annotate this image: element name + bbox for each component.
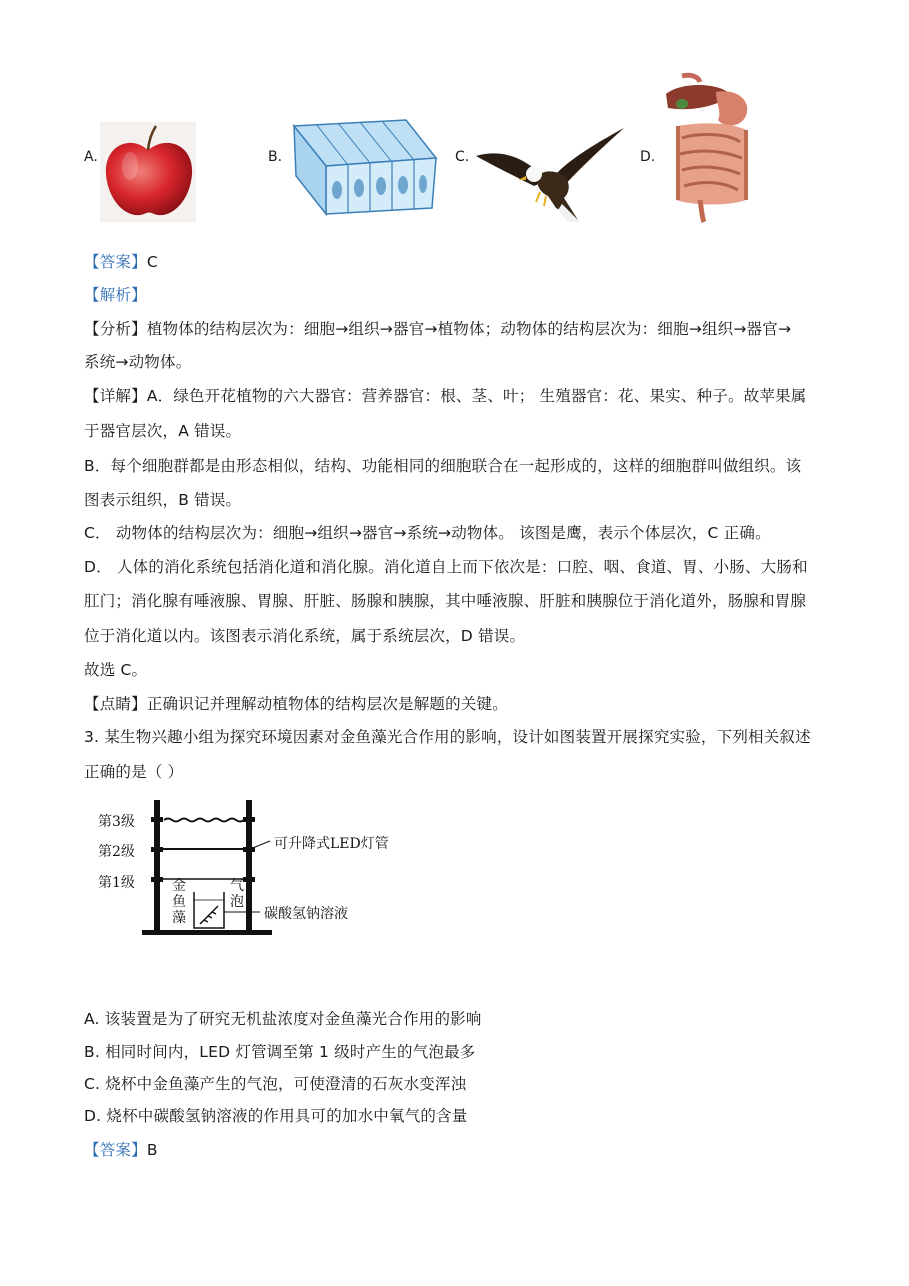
- answer-value: C: [146, 253, 158, 271]
- q3-option-c: C. 烧杯中金鱼藻产生的气泡，可使澄清的石灰水变浑浊: [84, 1075, 467, 1093]
- q3-answer-value: B: [146, 1141, 158, 1159]
- led-label: 可升降式LED灯管: [274, 836, 389, 852]
- xiangjie-line-d3: 位于消化道以内。该图表示消化系统，属于系统层次，D 错误。: [84, 627, 526, 645]
- q2-answer-line: [84, 251, 158, 273]
- analysis-label: 【解析】: [84, 286, 147, 304]
- fenxi-line-2: 系统→动物体。: [84, 353, 192, 371]
- q3-option-b: B. 相同时间内，LED 灯管调至第 1 级时产生的气泡最多: [84, 1043, 476, 1061]
- q3-stem-line-2: 正确的是（ ）: [84, 763, 184, 781]
- bubble-label-2: 泡: [230, 894, 244, 910]
- dianjing-text: 正确识记并理解动植物体的结构层次是解题的关键。: [146, 695, 508, 713]
- q2-analysis-heading: [84, 284, 147, 306]
- option-b-letter: B.: [268, 149, 283, 165]
- option-a-letter: A.: [84, 149, 98, 165]
- option-c-letter: C.: [455, 149, 470, 165]
- plant-label-2: 鱼: [172, 894, 186, 910]
- q3-stem-line-1: 3. 某生物兴趣小组为探究环境因素对金鱼藻光合作用的影响，设计如图装置开展探究实验，下列相关叙述: [84, 728, 811, 746]
- xiangjie-line-d2: 肛门；消化腺有唾液腺、胃腺、肝脏、肠腺和胰腺，其中唾液腺、肝脏和胰腺位于消化道外，肠腺和胃腺: [84, 592, 807, 610]
- choice-line: 故选 C。: [84, 661, 148, 679]
- q3-option-a: A. 该装置是为了研究无机盐浓度对金鱼藻光合作用的影响: [84, 1010, 482, 1028]
- q3-option-d: D. 烧杯中碳酸氢钠溶液的作用具可的加水中氧气的含量: [84, 1107, 468, 1125]
- fenxi-label: 【分析】: [84, 320, 147, 338]
- level-1-label: 第1级: [98, 875, 135, 891]
- xiangjie-line-d1: D． 人体的消化系统包括消化道和消化腺。消化道自上而下依次是：口腔、咽、食道、胃、小肠、大肠和: [84, 558, 808, 576]
- plant-label-1: 金: [172, 878, 186, 894]
- q3-answer-line: [84, 1139, 158, 1161]
- eagle-image: [474, 126, 626, 226]
- apparatus-figure: [90, 796, 430, 941]
- level-2-label: 第2级: [98, 844, 135, 860]
- dianjing-line: [84, 693, 508, 715]
- xiangjie-line-b2: 图表示组织，B 错误。: [84, 491, 242, 509]
- solution-label: 碳酸氢钠溶液: [264, 906, 348, 922]
- apple-image: [100, 122, 196, 222]
- q3-answer-label: 【答案】: [84, 1141, 147, 1159]
- plant-label-3: 藻: [172, 910, 186, 926]
- xiangjie-line-a1: [84, 385, 806, 407]
- xiangjie-label: 【详解】: [84, 387, 147, 405]
- xiangjie-line-b1: B．每个细胞群都是由形态相似，结构、功能相同的细胞联合在一起形成的，这样的细胞群叫做组织。该: [84, 457, 802, 475]
- fenxi-text-1: 植物体的结构层次为：细胞→组织→器官→植物体；动物体的结构层次为：细胞→组织→器官→: [146, 320, 792, 338]
- fenxi-line-1: [84, 318, 791, 340]
- answer-label: 【答案】: [84, 253, 147, 271]
- dianjing-label: 【点睛】: [84, 695, 147, 713]
- tissue-image: [286, 118, 438, 216]
- bubble-label-1: 气: [230, 878, 244, 894]
- xiangjie-line-a2: 于器官层次，A 错误。: [84, 422, 242, 440]
- level-3-label: 第3级: [98, 814, 135, 830]
- digestive-system-image: [660, 72, 760, 224]
- option-d-letter: D.: [640, 149, 656, 165]
- xiangjie-a-text-1: A．绿色开花植物的六大器官：营养器官：根、茎、叶； 生殖器官：花、果实、种子。故苹果属: [146, 387, 807, 405]
- xiangjie-line-c1: C． 动物体的结构层次为：细胞→组织→器官→系统→动物体。 该图是鹰，表示个体层次，C 正确。: [84, 524, 771, 542]
